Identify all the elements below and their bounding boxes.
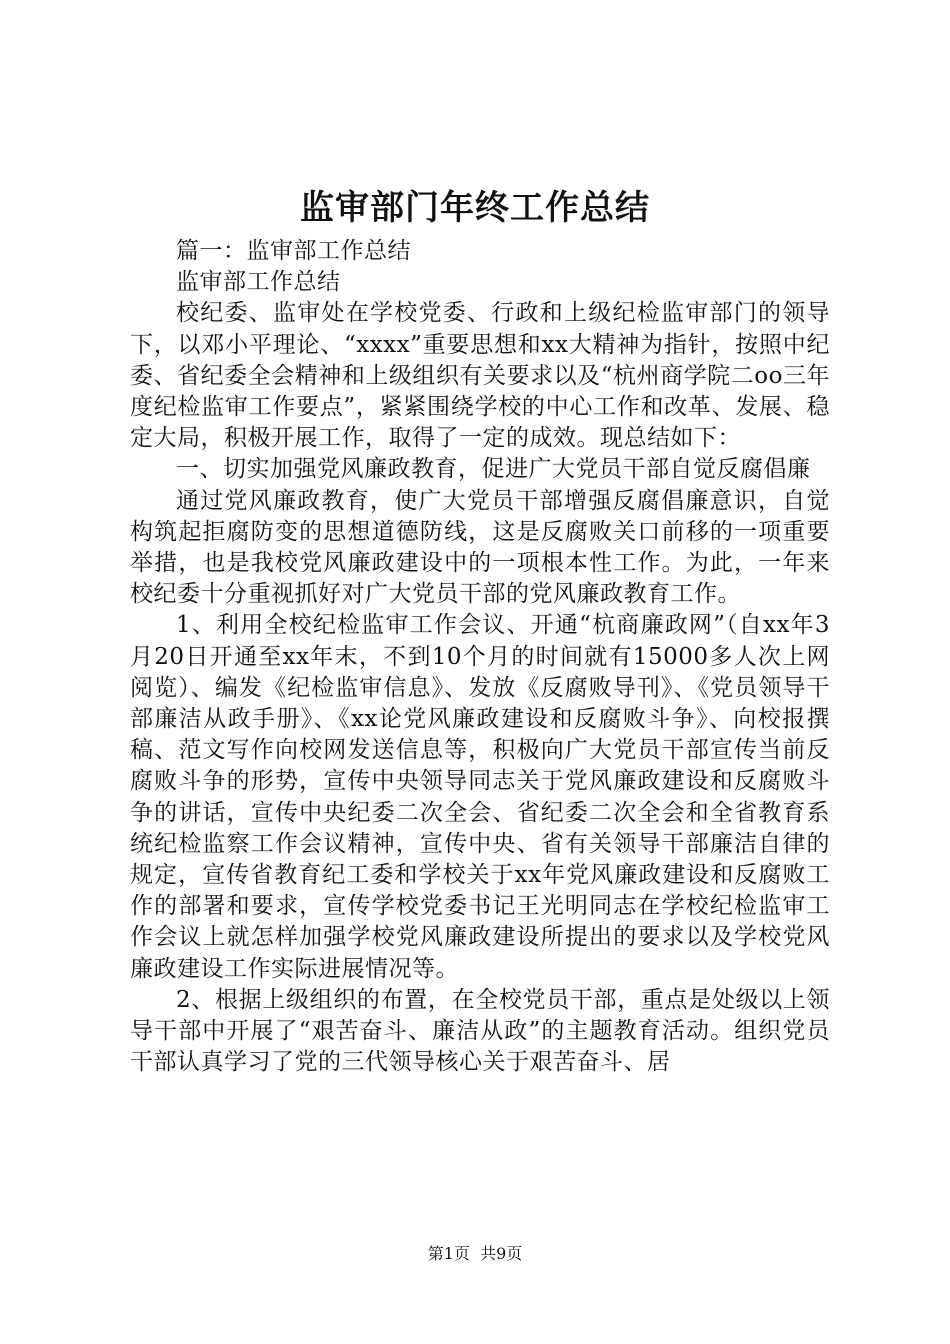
page-footer bbox=[0, 1244, 950, 1264]
page-total: 共9页 bbox=[480, 1244, 523, 1263]
section-heading: 篇一：监审部工作总结 bbox=[176, 238, 411, 264]
document-body bbox=[130, 236, 830, 1078]
page-number: 第1页 bbox=[427, 1244, 470, 1263]
section-subheading: 监审部工作总结 bbox=[176, 269, 341, 296]
footer-spacer bbox=[470, 1244, 480, 1263]
item-one-paragraph: 1、利用全校纪检监审工作会议、开通“杭商廉政网”（自xx年3月20日开通至xx年末，不到10个月的时间就有15000多人次上网阅览）、编发《纪检监审信息》、发放《反腐败导刊》、《党员领导干部廉洁从政手册》、《xx论党风廉政建设和反腐败斗争》、向校报撰稿、范文写作向校网发送信息等，积极向广大党员干部宣传当前反腐败斗争的形势，宣传中央领导同志关于党风廉政建设和反腐败斗争的讲话，宣传中央纪委二次全会、省纪委二次全会和全省教育系统纪检监察工作会议精神，宣传中央、省有关领导干部廉洁自律的规定，宣传省教育纪工委和学校关于xx年党风廉政建设和反腐败工作的部署和要求，宣传学校党委书记王光明同志在学校纪检监审工作会议上就怎样加强学校党风廉政建设所提出的要求以及学校党风廉政建设工作实际进展情况等。 bbox=[130, 612, 830, 982]
item-two-paragraph: 2、根据上级组织的布置，在全校党员干部，重点是处级以上领导干部中开展了“艰苦奋斗、廉洁从政”的主题教育活动。组织党员干部认真学习了党的三代领导核心关于艰苦奋斗、居 bbox=[130, 986, 830, 1076]
intro-paragraph: 校纪委、监审处在学校党委、行政和上级纪检监审部门的领导下，以邓小平理论、“xxxx”重要思想和xx大精神为指针，按照中纪委、省纪委全会精神和上级组织有关要求以及“杭州商学院二oo三年度纪检监审工作要点”，紧紧围绕学校的中心工作和改革、发展、稳定大局，积极开展工作，取得了一定的成效。现总结如下： bbox=[130, 300, 830, 452]
point-one-heading: 一、切实加强党风廉政教育，促进广大党员干部自觉反腐倡廉 bbox=[176, 456, 811, 483]
point-one-paragraph: 通过党风廉政教育，使广大党员干部增强反腐倡廉意识，自觉构筑起拒腐防变的思想道德防线，这是反腐败关口前移的一项重要举措，也是我校党风廉政建设中的一项根本性工作。为此，一年来校纪委十分重视抓好对广大党员干部的党风廉政教育工作。 bbox=[130, 487, 830, 608]
document-title: 监审部门年终工作总结 bbox=[300, 188, 650, 228]
